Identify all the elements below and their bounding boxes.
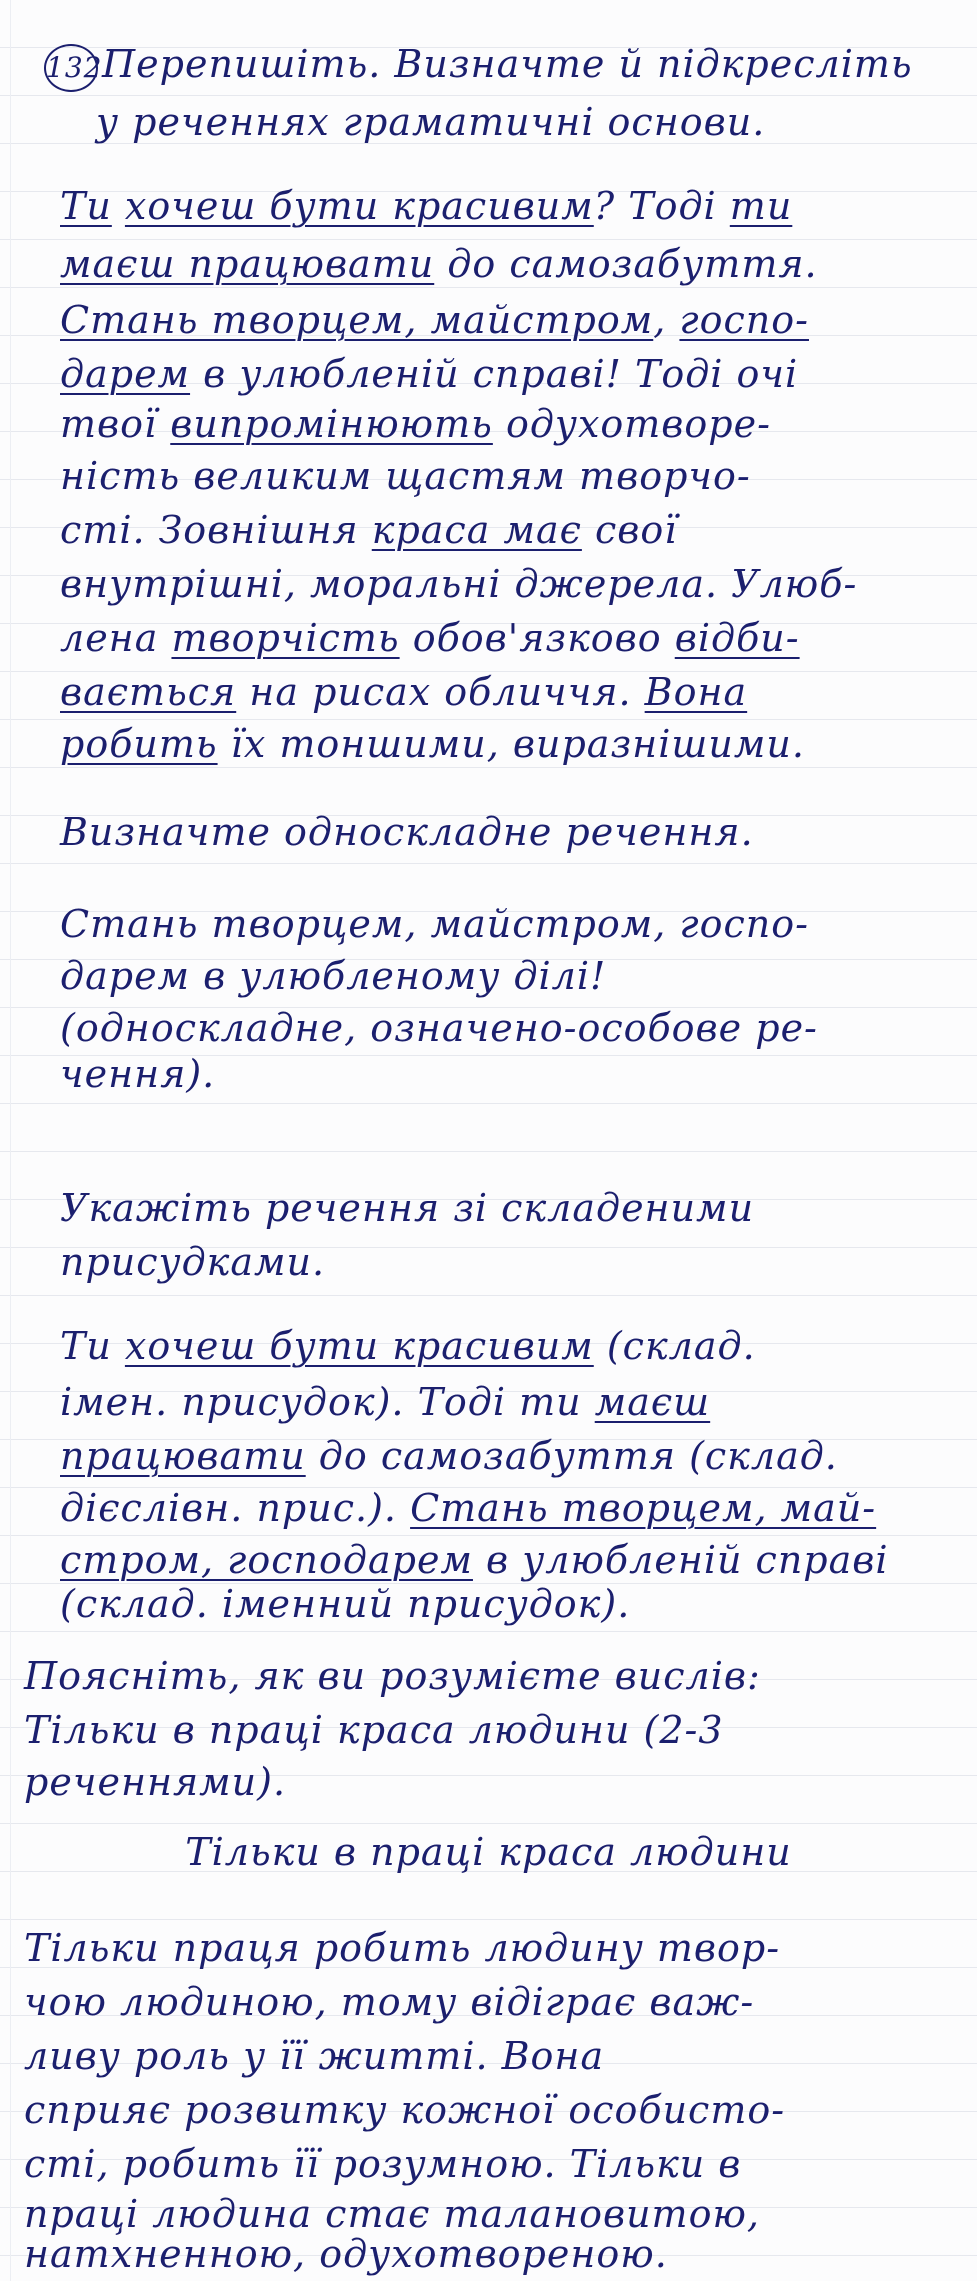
task-heading-text: Перепишіть. Визначте й підкресліть (102, 42, 913, 86)
predicate-underline: Стань творцем, майстром (60, 298, 654, 342)
predicate-underline: працювати (60, 1434, 306, 1478)
task-heading-line-2: у реченнях граматичні основи. (96, 100, 766, 144)
q1-answer-line-3: (односкладне, означено-особове ре- (60, 1006, 818, 1050)
text-segment: (склад. (593, 1324, 756, 1368)
q2-answer-line-6: (склад. іменний присудок). (60, 1582, 631, 1626)
predicate-underline: відби- (674, 616, 800, 660)
predicate-underline: випромінюють (170, 402, 493, 446)
predicate-underline: хочеш бути красивим (124, 184, 594, 228)
essay-line-5: сті, робить її розумною. Тільки в (24, 2142, 742, 2186)
q3-heading-line-2: Тільки в праці краса людини (2-3 (24, 1708, 724, 1752)
main-text-line-4 (60, 350, 798, 398)
q1-answer-line-1: Стань творцем, майстром, госпо- (60, 902, 809, 946)
main-text-line-6: ність великим щастям творчо- (60, 454, 751, 498)
q2-answer-line-2 (60, 1378, 710, 1426)
text-segment: дієслівн. прис.). (60, 1486, 411, 1530)
text-segment: твої (60, 402, 171, 446)
q1-answer-line-2: дарем в улюбленому ділі! (60, 954, 607, 998)
predicate-underline: вається (60, 670, 237, 714)
main-text-line-7 (60, 506, 677, 554)
text-segment: до самозабуття (склад. (305, 1434, 838, 1478)
predicate-underline: Стань творцем, май- (410, 1486, 877, 1530)
predicate-underline: маєш (594, 1380, 711, 1424)
text-segment: свої (581, 508, 678, 552)
predicate-underline: робить (60, 722, 218, 766)
q2-heading-line-1: Укажіть речення зі складеними (60, 1186, 755, 1230)
text-segment (582, 1380, 595, 1424)
main-text-line-9 (60, 614, 800, 662)
essay-line-2: чою людиною, тому відіграє важ- (24, 1980, 755, 2024)
main-text-line-3 (60, 296, 809, 344)
essay-title: Тільки в праці краса людини (185, 1830, 792, 1874)
page-margin-line (10, 0, 11, 2281)
text-segment: сті. Зовнішня (60, 508, 372, 552)
q2-heading-line-2: присудками. (60, 1240, 326, 1284)
predicate-underline: стром, господарем (60, 1538, 473, 1582)
essay-line-1: Тільки праця робить людину твор- (24, 1926, 781, 1970)
q2-answer-line-1 (60, 1322, 756, 1370)
text-segment: імен. присудок). (60, 1380, 418, 1424)
subject-underline: Вона (644, 670, 748, 714)
text-segment: до самозабуття. (434, 242, 818, 286)
subject-underline: творчість (171, 616, 400, 660)
text-segment: обов'язково (399, 616, 675, 660)
predicate-underline: маєш працювати (60, 242, 435, 286)
subject-underline: ти (729, 184, 793, 228)
text-segment: в улюбленій справі (472, 1538, 889, 1582)
text-segment: Тоді (628, 184, 717, 228)
main-text-line-2 (60, 240, 818, 288)
text-segment: їх тоншими, виразнішими. (217, 722, 805, 766)
essay-line-7: натхненною, одухотвореною. (24, 2232, 668, 2276)
text-segment: на рисах обличчя. (236, 670, 645, 714)
main-text-line-8: внутрішні, моральні джерела. Улюб- (60, 562, 858, 606)
predicate-underline: дарем (60, 352, 191, 396)
main-text-line-5 (60, 400, 771, 448)
text-segment: Ти (60, 1324, 125, 1368)
essay-line-6: праці людина стає талановитою, (24, 2192, 760, 2236)
main-text-line-11 (60, 720, 805, 768)
text-segment: лена (60, 616, 172, 660)
q3-heading-line-1: Поясніть, як ви розумієте вислів: (24, 1654, 761, 1698)
text-segment (717, 184, 730, 228)
text-segment: , (653, 298, 680, 342)
q2-answer-line-4 (60, 1484, 876, 1532)
text-segment: Тоді ти (417, 1380, 582, 1424)
q3-heading-line-3: реченнями). (24, 1760, 287, 1804)
text-segment (112, 184, 125, 228)
subject-underline: Ти (60, 184, 112, 228)
main-text-line-1 (60, 182, 792, 230)
q1-answer-line-4: чення). (60, 1052, 216, 1096)
main-text-line-10 (60, 668, 747, 716)
predicate-underline: хочеш бути красивим (124, 1324, 594, 1368)
q1-heading: Визначте односкладне речення. (60, 810, 754, 854)
text-segment: в улюбленій справі! (190, 352, 635, 396)
essay-line-4: сприяє розвитку кожної особисто- (24, 2088, 786, 2132)
q2-answer-line-5 (60, 1536, 889, 1584)
text-segment: одухотворе- (492, 402, 771, 446)
text-segment: Тоді очі (635, 352, 799, 396)
predicate-underline: госпо- (679, 298, 809, 342)
q2-answer-line-3 (60, 1432, 838, 1480)
task-number-badge: 132 (44, 44, 98, 92)
text-segment: ? (593, 184, 629, 228)
grammatical-base-underline: краса має (371, 508, 582, 552)
essay-line-3: ливу роль у її житті. Вона (24, 2034, 605, 2078)
task-heading-line-1 (44, 40, 913, 92)
